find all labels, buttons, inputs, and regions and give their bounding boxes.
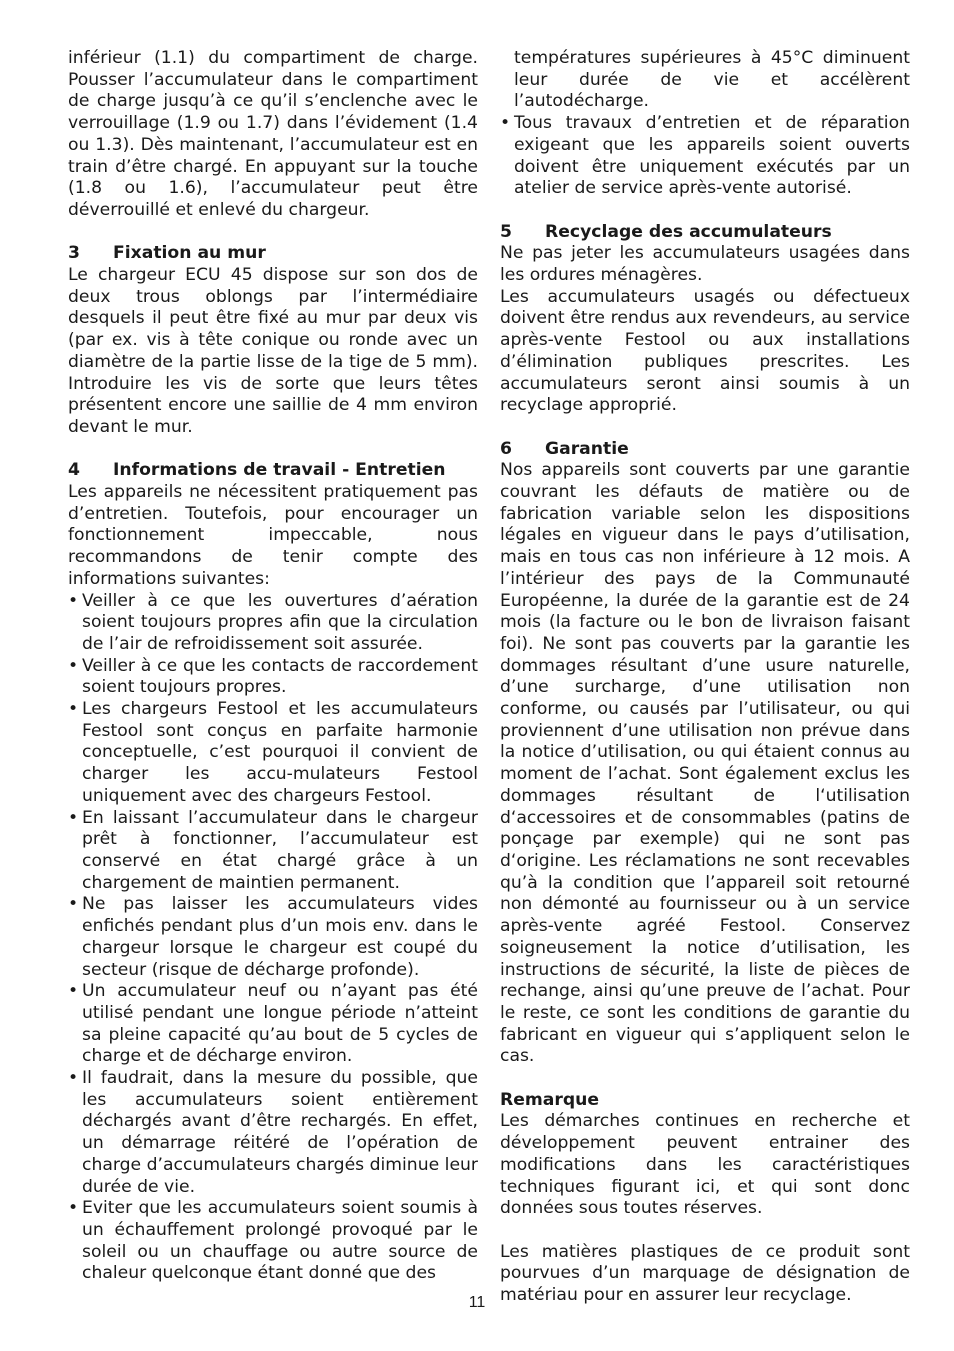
- section-4-heading: [68, 460, 478, 482]
- maintenance-list: [68, 591, 478, 1286]
- list-item: • Veiller à ce que les contacts de raccordement soient toujours propres.: [68, 656, 478, 699]
- right-column: [500, 48, 910, 1307]
- remark-heading: Remarque: [500, 1089, 600, 1110]
- section-title: Fixation au mur: [113, 243, 266, 264]
- section-4-text: Les appareils ne nécessitent pratiquement pas d’entretien. Toutefois, pour encourager un fonctionnement impeccable, nous recommandons de tenir compte des informations suivantes:: [68, 482, 478, 589]
- maintenance-list-continued: [500, 113, 910, 200]
- left-column: [68, 48, 478, 1285]
- section-number: 4: [68, 460, 80, 481]
- section-3-heading: [68, 243, 478, 265]
- list-item: • Un accumulateur neuf ou n’ayant pas été utilisé pendant une longue période n’atteint sa pleine capacité qu’au bout de 5 cycles de charge et de décharge environ.: [68, 981, 478, 1068]
- list-item-continuation: températures supérieures à 45°C diminuent leur durée de vie et accélèrent l’autodécharge.: [514, 48, 910, 112]
- section-3-text: Le chargeur ECU 45 dispose sur son dos de deux trous oblongs par l’intermédiaire desquels il peut être fixé au mur par deux vis (par ex. vis à tête conique ou ronde avec un diamètre de la partie lisse de la tige de 5 mm). Introduire les vis de sorte que leurs têtes présentent encore une saillie de 4 mm environ devant le mur.: [68, 265, 478, 437]
- list-item: • Les chargeurs Festool et les accumulateurs Festool sont conçus en parfaite harmonie conceptuelle, c’est pourquoi il convient de charger les accu-mulateurs Festool uniquement avec des chargeurs Festool.: [68, 699, 478, 808]
- section-number: 3: [68, 243, 80, 264]
- section-5-paragraph-1: Ne pas jeter les accumulateurs usagées dans les ordures ménagères.: [500, 243, 910, 286]
- intro-paragraph: inférieur (1.1) du compartiment de charge. Pousser l’accumulateur dans le compartiment de charge jusqu’à ce qu’il s’enclenche avec le verrouillage (1.9 ou 1.7) dans l’évidement (1.4 ou 1.3). Dès maintenant, l’accumulateur est en train d’être chargé. En appuyant sur la touche (1.8 ou 1.6), l’accumulateur peut être déverrouillé et enlevé du chargeur.: [68, 48, 478, 220]
- list-item: • Tous travaux d’entretien et de réparation exigeant que les appareils soient ouverts doivent être uniquement exécutés par un atelier de service après-vente autorisé.: [500, 113, 910, 200]
- section-6-heading: [500, 439, 910, 461]
- list-item: • Il faudrait, dans la mesure du possible, que les accumulateurs soient entièrement déchargés avant d’être rechargés. En effet, un démarrage réitéré de l’opération de charge d’accumulateurs chargés diminue leur durée de vie.: [68, 1068, 478, 1198]
- section-title: Recyclage des accumulateurs: [545, 221, 832, 242]
- section-title: Informations de travail - Entretien: [113, 460, 446, 481]
- plastics-note: Les matières plastiques de ce produit sont pourvues d’un marquage de désignation de matériau pour en assurer leur recyclage.: [500, 1241, 910, 1306]
- section-number: 6: [500, 438, 512, 459]
- list-item: • Veiller à ce que les ouvertures d’aération soient toujours propres afin que la circulation de l’air de refroidissement soit assurée.: [68, 591, 478, 656]
- list-item: • En laissant l’accumulateur dans le chargeur prêt à fonctionner, l’accumulateur est conservé en état chargé grâce à un chargement de maintien permanent.: [68, 808, 478, 895]
- section-title: Garantie: [545, 438, 629, 459]
- remark-text: Les démarches continues en recherche et développement peuvent entrainer des modifications dans les caractéristiques techniques figurant ici, et qui sont donc données sous toutes réserves.: [500, 1111, 910, 1219]
- list-item: • Ne pas laisser les accumulateurs vides enfichés pendant plus d’un mois env. dans le chargeur lorsque le chargeur est coupé du secteur (risque de décharge profonde).: [68, 894, 478, 981]
- section-number: 5: [500, 221, 512, 242]
- section-5-paragraph-2: Les accumulateurs usagés ou défectueux doivent être rendus aux revendeurs, au service après-vente Festool ou aux installations d’élimination publiques prescrites. Les accumulateurs seront ainsi soumis à un recyclage approprié.: [500, 286, 910, 416]
- section-5-heading: [500, 222, 910, 244]
- page-number: 11: [468, 1294, 486, 1311]
- section-6-text: Nos appareils sont couverts par une garantie couvrant les défauts de matière ou de fabrication variable selon les dispositions légales en vigueur dans le pays d’utilisation, mais en tous cas non inférieure à 12 mois. A l’intérieur des pays de la Communauté Européenne, la durée de la garantie est de 24 mois (la facture ou le bon de livraison faisant foi). Ne sont pas couverts par la garantie les dommages résultant d’une usure naturelle, d’une surcharge, d’une utilisation non conforme, ou causés par l’utilisateur, ou qui proviennent d’une utilisation non prévue dans la notice d’utilisation, ou qui étaient connus au moment de l’achat. Sont également exclus les dommages résultant de l‘utilisation d‘accessoires et de consommables (patins de ponçage par exemple) qui ne sont pas d‘origine. Les réclamations ne sont recevables qu’à la condition que l’appareil soit retourné non démonté au fournisseur ou à un service après-vente agréé Festool. Conservez soigneusement la notice d’utilisation, les instructions de sécurité, la liste de pièces de rechange, ainsi qu’une preuve de l’achat. Pour le reste, ce sont les conditions de garantie du fabricant en vigueur qui s’appliquent selon le cas.: [500, 460, 910, 1067]
- list-item: • Eviter que les accumulateurs soient soumis à un échauffement prolongé provoqué par le soleil ou un chauffage ou autre source de chaleur quelconque étant donné que des: [68, 1198, 478, 1285]
